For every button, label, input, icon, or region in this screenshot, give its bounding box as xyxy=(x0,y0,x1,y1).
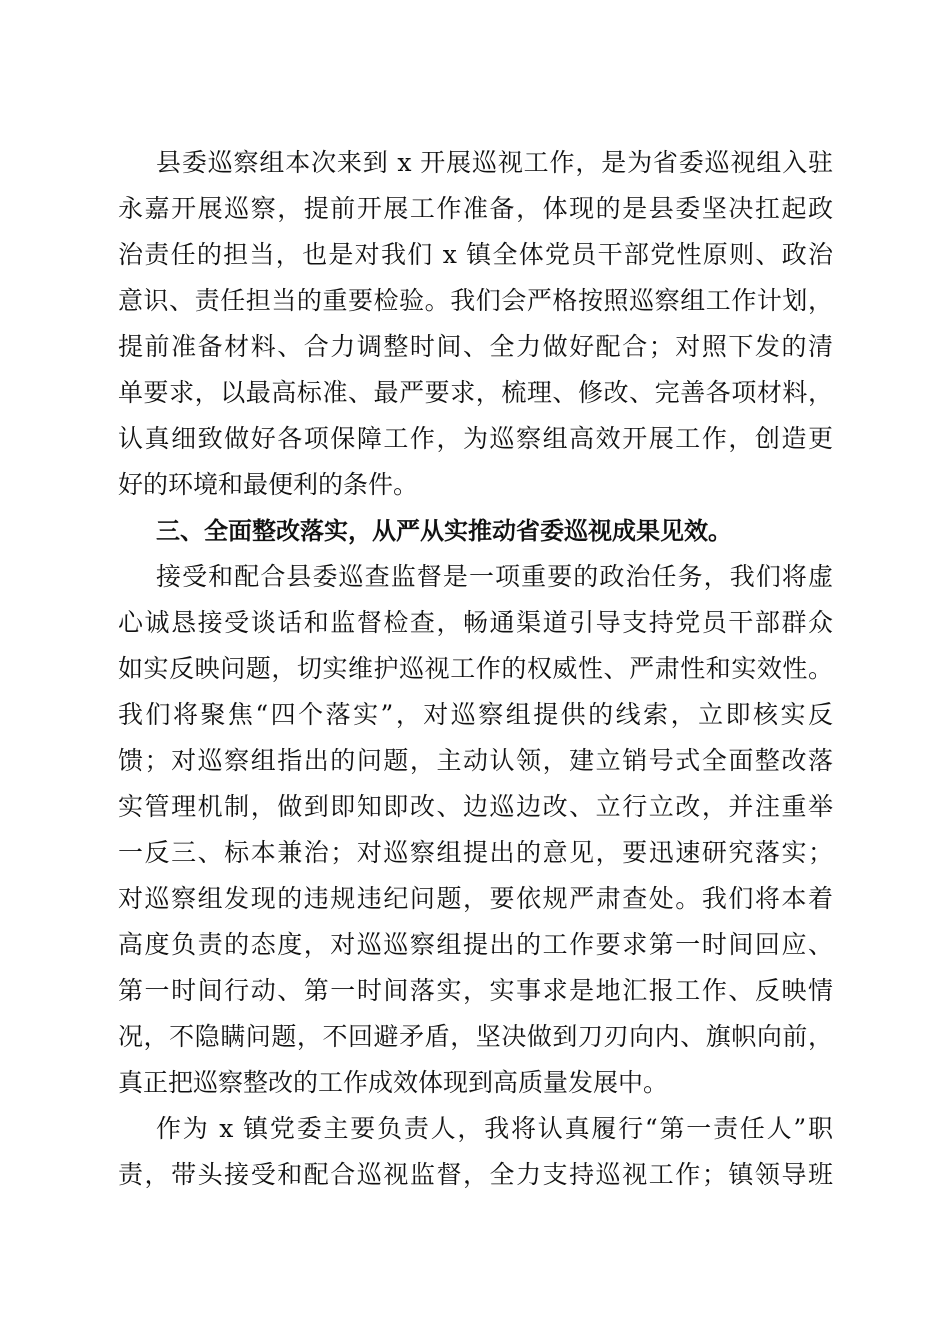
text-line: 我们将聚焦“四个落实”，对巡察组提供的线索，立即核实反 xyxy=(118,700,833,729)
text-line: 县委巡察组本次来到 x 开展巡视工作，是为省委巡视组入驻 xyxy=(156,148,833,177)
text-line: 真正把巡察整改的工作成效体现到高质量发展中。 xyxy=(118,1068,669,1097)
document-body xyxy=(118,140,833,1198)
text-line: 接受和配合县委巡查监督是一项重要的政治任务，我们将虚 xyxy=(156,562,833,591)
text-line: 好的环境和最便利的条件。 xyxy=(118,470,419,499)
text-line: 作为 x 镇党委主要负责人，我将认真履行“第一责任人”职 xyxy=(156,1114,833,1143)
text-line: 意识、责任担当的重要检验。我们会严格按照巡察组工作计划， xyxy=(118,286,833,315)
text-line: 责，带头接受和配合巡视监督，全力支持巡视工作；镇领导班 xyxy=(118,1160,833,1189)
paragraph-2 xyxy=(118,554,833,1106)
text-line: 单要求，以最高标准、最严要求，梳理、修改、完善各项材料， xyxy=(118,378,833,407)
text-line: 永嘉开展巡察，提前开展工作准备，体现的是县委坚决扛起政 xyxy=(118,194,833,223)
text-line: 高度负责的态度，对巡巡察组提出的工作要求第一时间回应、 xyxy=(118,930,833,959)
text-line: 实管理机制，做到即知即改、边巡边改、立行立改，并注重举 xyxy=(118,792,833,821)
text-line: 认真细致做好各项保障工作，为巡察组高效开展工作，创造更 xyxy=(118,424,833,453)
paragraph-1 xyxy=(118,140,833,508)
text-line: 第一时间行动、第一时间落实，实事求是地汇报工作、反映情 xyxy=(118,976,833,1005)
text-line: 如实反映问题，切实维护巡视工作的权威性、严肃性和实效性。 xyxy=(118,654,833,683)
text-line: 心诚恳接受谈话和监督检查，畅通渠道引导支持党员干部群众 xyxy=(118,608,833,637)
text-line: 治责任的担当，也是对我们 x 镇全体党员干部党性原则、政治 xyxy=(118,240,833,269)
text-line: 馈；对巡察组指出的问题，主动认领，建立销号式全面整改落 xyxy=(118,746,833,775)
text-line: 对巡察组发现的违规违纪问题，要依规严肃查处。我们将本着 xyxy=(118,884,833,913)
text-line: 提前准备材料、合力调整时间、全力做好配合；对照下发的清 xyxy=(118,332,833,361)
paragraph-3 xyxy=(118,1106,833,1198)
text-line: 况，不隐瞒问题，不回避矛盾，坚决做到刀刃向内、旗帜向前， xyxy=(118,1022,833,1051)
text-line: 一反三、标本兼治；对巡察组提出的意见，要迅速研究落实； xyxy=(118,838,833,867)
section-heading: 三、全面整改落实，从严从实推动省委巡视成果见效。 xyxy=(156,517,732,545)
